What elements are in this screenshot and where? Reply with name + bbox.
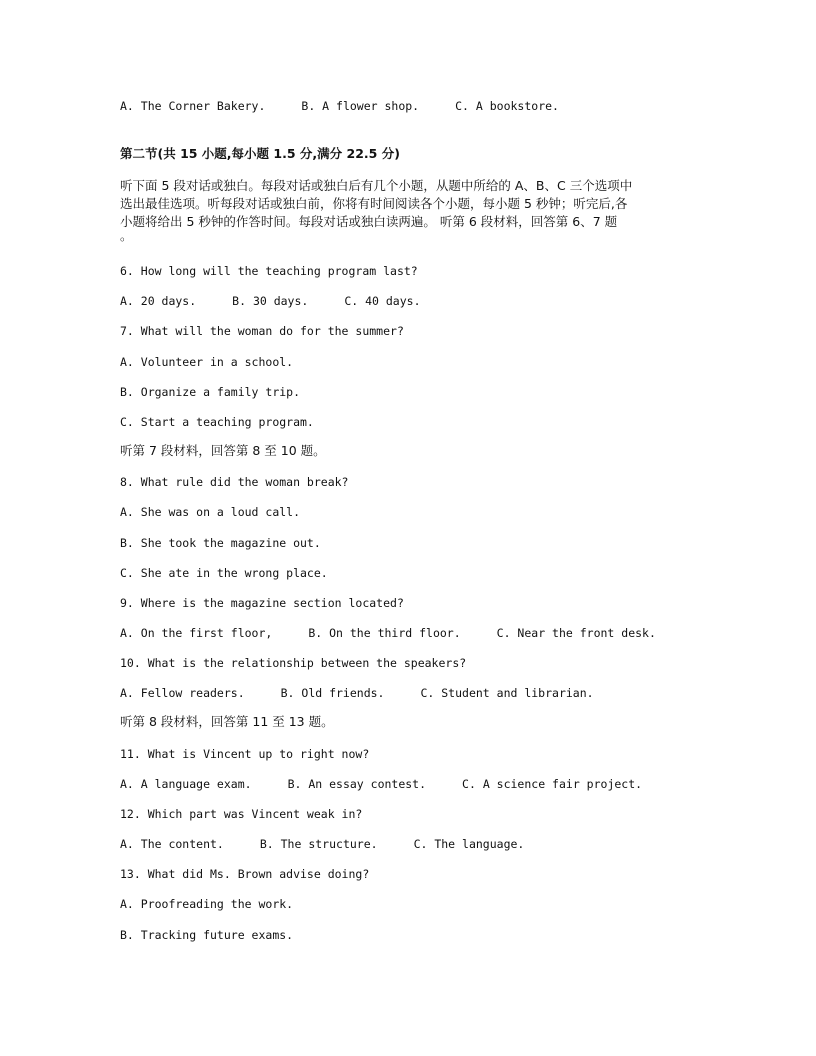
q5-option-c: C. A bookstore. — [455, 99, 559, 113]
q5-options — [120, 99, 559, 113]
q11-option-c: C. A science fair project. — [462, 777, 643, 791]
q6-option-c: C. 40 days. — [344, 294, 421, 308]
q11-options — [120, 777, 642, 791]
q5-option-b: B. A flower shop. — [301, 99, 420, 113]
q9-option-b: B. On the third floor. — [308, 626, 461, 640]
q13-question: 13. What did Ms. Brown advise doing? — [120, 867, 370, 881]
q10-option-c: C. Student and librarian. — [420, 686, 594, 700]
instructions-line-1: 听下面 5 段对话或独白。每段对话或独白后有几个小题，从题中所给的 A、B、C 三个选项中 — [120, 178, 633, 193]
q8-question: 8. What rule did the woman break? — [120, 475, 349, 489]
q6-option-b: B. 30 days. — [232, 294, 309, 308]
passage-7-header: 听第 7 段材料，回答第 8 至 10 题。 — [120, 443, 326, 458]
q8-option-c: C. She ate in the wrong place. — [120, 566, 328, 580]
q7-question: 7. What will the woman do for the summer? — [120, 324, 404, 338]
q7-option-b: B. Organize a family trip. — [120, 385, 301, 399]
q7-option-c: C. Start a teaching program. — [120, 415, 314, 429]
q13-option-b: B. Tracking future exams. — [120, 928, 294, 942]
instructions-line-4: 。 — [120, 228, 133, 243]
q6-option-a: A. 20 days. — [120, 294, 197, 308]
q5-option-a: A. The Corner Bakery. — [120, 99, 266, 113]
q8-option-a: A. She was on a loud call. — [120, 505, 301, 519]
q10-option-a: A. Fellow readers. — [120, 686, 245, 700]
q9-question: 9. Where is the magazine section located? — [120, 596, 404, 610]
q12-options — [120, 837, 524, 851]
q9-option-a: A. On the first floor, — [120, 626, 273, 640]
instructions-line-2: 选出最佳选项。听每段对话或独白前，你将有时间阅读各个小题，每小题 5 秒钟；听完后,各 — [120, 196, 628, 211]
q10-option-b: B. Old friends. — [280, 686, 385, 700]
passage-8-header: 听第 8 段材料，回答第 11 至 13 题。 — [120, 714, 334, 729]
q6-question: 6. How long will the teaching program last? — [120, 264, 418, 278]
q12-question: 12. Which part was Vincent weak in? — [120, 807, 363, 821]
q9-options — [120, 626, 656, 640]
q12-option-c: C. The language. — [413, 837, 525, 851]
q10-question: 10. What is the relationship between the speakers? — [120, 656, 467, 670]
q6-options — [120, 294, 421, 308]
q12-option-b: B. The structure. — [259, 837, 378, 851]
q10-options — [120, 686, 594, 700]
q11-question: 11. What is Vincent up to right now? — [120, 747, 370, 761]
instructions-line-3: 小题将给出 5 秒钟的作答时间。每段对话或独白读两遍。 听第 6 段材料，回答第 6、7 题 — [120, 214, 618, 229]
q11-option-b: B. An essay contest. — [287, 777, 427, 791]
q9-option-c: C. Near the front desk. — [496, 626, 656, 640]
q13-option-a: A. Proofreading the work. — [120, 897, 294, 911]
q11-option-a: A. A language exam. — [120, 777, 252, 791]
q12-option-a: A. The content. — [120, 837, 224, 851]
instructions — [120, 177, 700, 241]
q7-option-a: A. Volunteer in a school. — [120, 355, 294, 369]
section-title: 第二节(共 15 小题,每小题 1.5 分,满分 22.5 分) — [120, 146, 400, 161]
q8-option-b: B. She took the magazine out. — [120, 536, 321, 550]
